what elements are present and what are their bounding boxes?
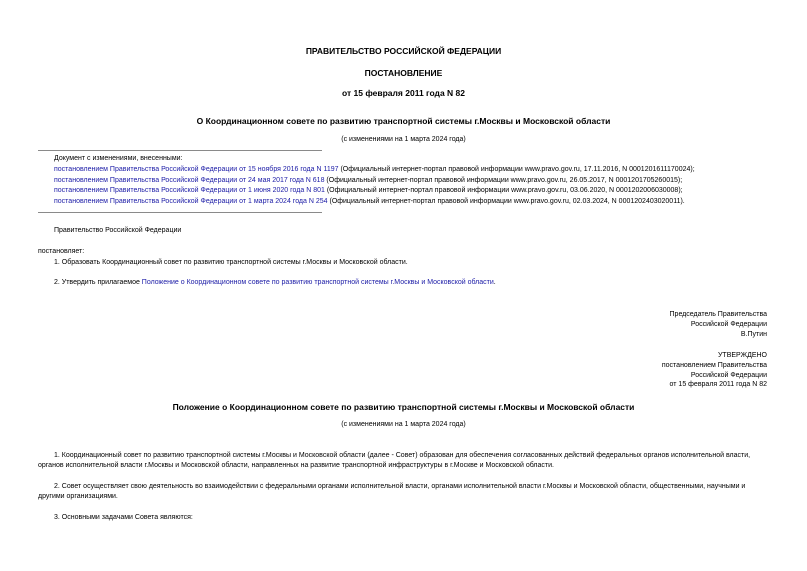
regulation-link[interactable]: Положение о Координационном совете по развитию транспортной системы г.Москвы и Московской области [141,279,494,286]
amendment-link[interactable]: постановлением Правительства Российской Федерации от 1 марта 2024 года N 254 [54,198,328,205]
government-heading: ПРАВИТЕЛЬСТВО РОССИЙСКОЙ ФЕДЕРАЦИИ [305,46,502,56]
signature-block [670,310,767,339]
amendment-item: постановлением Правительства Российской Федерации от 15 ноября 2016 года N 1197 (Официальный интернет-портал правовой информации www.pravo.gov.ru, 17.11.2016, N 0001201611170024); [54,166,695,173]
amendment-item: постановлением Правительства Российской Федерации от 1 июня 2020 года N 801 (Официальный интернет-портал правовой информации www.pravo.gov.ru, 03.06.2020, N 0001202006030008); [54,187,683,194]
document-title: О Координационном совете по развитию транспортной системы г.Москвы и Московской области [196,116,611,126]
amendment-item: постановлением Правительства Российской Федерации от 24 мая 2017 года N 618 (Официальный интернет-портал правовой информации www.pravo.gov.ru, 26.05.2017, N 0001201705260015); [54,177,683,184]
signature-name: В.Путин [740,330,767,338]
amendments-bottom-divider [38,212,322,213]
approval-label: УТВЕРЖДЕНО [717,352,767,359]
signature-position: Председатель Правительства [669,311,767,318]
amendment-link[interactable]: постановлением Правительства Российской Федерации от 15 ноября 2016 года N 1197 [54,166,339,173]
document-date-number: от 15 февраля 2011 года N 82 [342,88,465,98]
document-type: ПОСТАНОВЛЕНИЕ [364,68,443,78]
revision-note: (с изменениями на 1 марта 2024 года) [341,136,466,143]
regulation-revision-note: (с изменениями на 1 марта 2024 года) [341,421,466,428]
amendment-link[interactable]: постановлением Правительства Российской Федерации от 24 мая 2017 года N 618 [54,177,325,184]
amendments-top-divider [38,150,322,151]
body-paragraph-2: 2. Утвердить прилагаемое Положение о Координационном совете по развитию транспортной системы г.Москвы и Московской области. [54,279,496,286]
amendments-intro: Документ с изменениями, внесенными: [54,155,183,162]
regulation-paragraph-2: 2. Совет осуществляет свою деятельность во взаимодействии с федеральными органами исполнительной власти, органами исполнительной власти г.Москвы и Московской области, общественными, научными и другими организациями. [38,483,746,500]
regulation-title: Положение о Координационном совете по развитию транспортной системы г.Москвы и Московской области [172,402,635,412]
approval-block: УТВЕРЖДЕНО постановлением Правительства Российской Федерации от 15 февраля 2011 года N 82 [661,352,767,389]
body-decrees: постановляет: [38,248,85,255]
amendment-item: постановлением Правительства Российской Федерации от 1 марта 2024 года N 254 (Официальный интернет-портал правовой информации www.pravo.gov.ru, 02.03.2024, N 0001202403020011). [54,198,685,205]
signature-org: Российской Федерации [690,320,767,328]
body-government: Правительство Российской Федерации [54,227,182,234]
body-paragraph-1: 1. Образовать Координационный совет по развитию транспортной системы г.Москвы и Московской области. [54,259,408,266]
regulation-paragraph-3: 3. Основными задачами Совета являются: [54,514,193,521]
amendment-link[interactable]: постановлением Правительства Российской Федерации от 1 июня 2020 года N 801 [54,187,325,194]
regulation-paragraph-1: 1. Координационный совет по развитию транспортной системы г.Москвы и Московской области (далее - Совет) образован для обеспечения согласованных действий федеральных органов исполнительной власти, органов исполнительной власти г.Москвы и Московской области, направленных на развитие транспортной инфраструктуры в г.Москве и Московской области. [38,452,751,469]
